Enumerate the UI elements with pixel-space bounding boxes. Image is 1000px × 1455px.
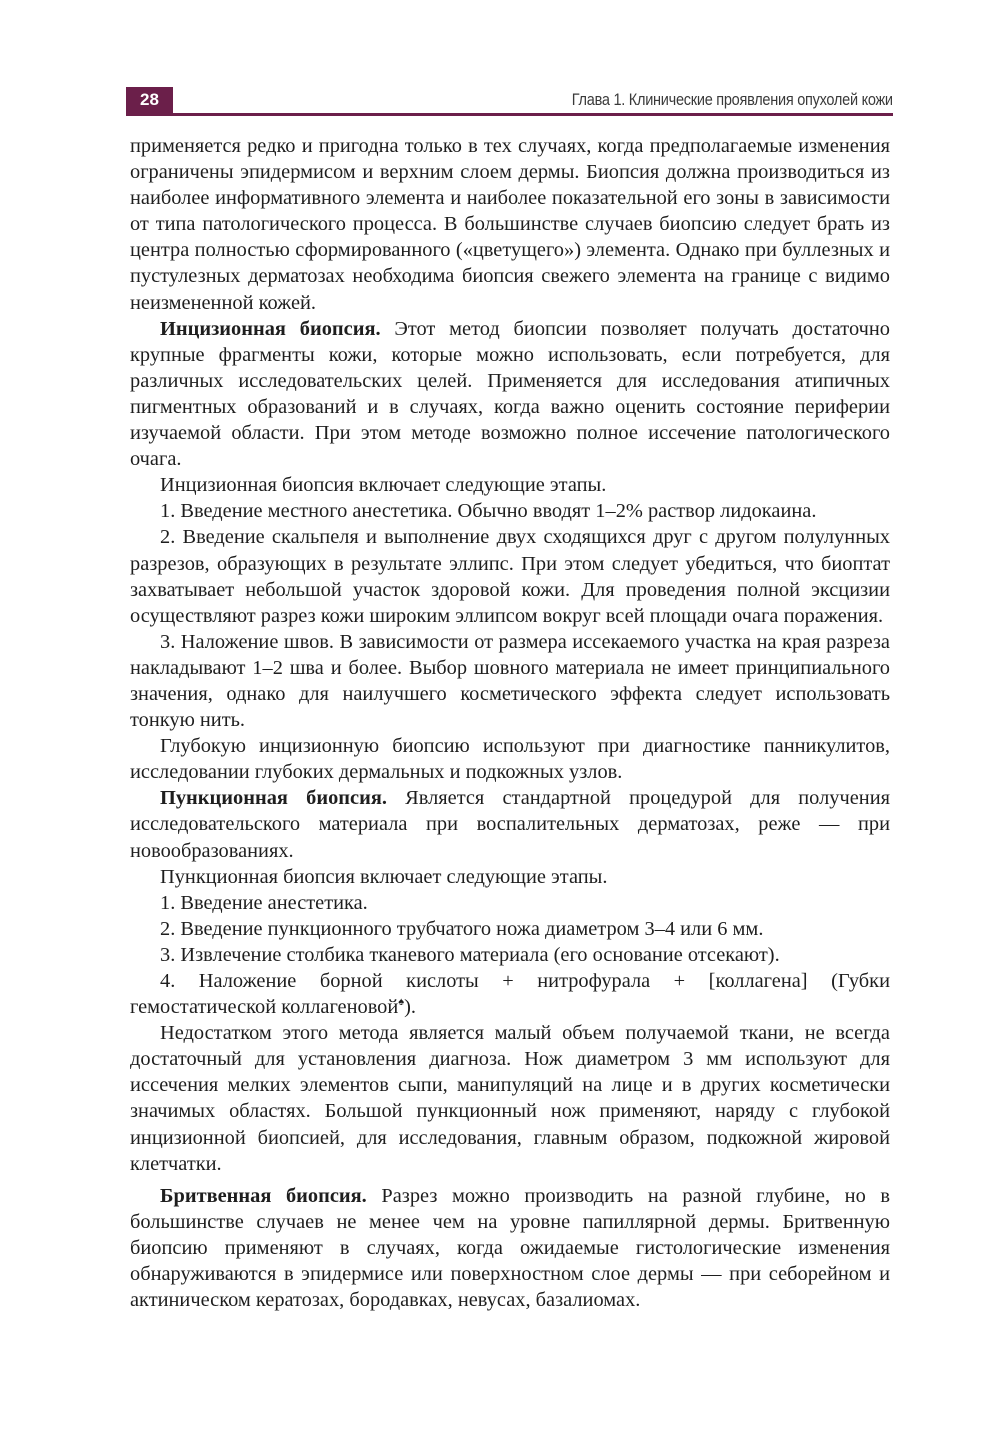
paragraph-text: 4. Наложение борной кислоты + нитрофурала + [коллагена] (Губки гемостатической коллагеновой [130, 970, 890, 1019]
paragraph-punch-biopsy [130, 785, 890, 863]
list-item: 1. Введение анестетика. [160, 891, 368, 914]
paragraph-shave-biopsy [130, 1183, 890, 1313]
paragraph-stages-intro: Пункционная биопсия включает следующие этапы. [160, 865, 608, 888]
paragraph-continuation: применяется редко и пригодна только в тех случаях, когда предполагаемые изменения ограничены эпидермисом и верхним слоем дермы. Биопсия должна производиться из наиболее информативного элемента и наиболее показательной его зоны в зависимости от типа патологического процесса. В большинстве случаев биопсию следует брать из центра полностью сформированного («цветущего») элемента. Однако при буллезных и пустулезных дерматозах необходима биопсия свежего элемента на границе с видимо неизмененной кожей. [130, 135, 890, 314]
paragraph-stages-intro: Инцизионная биопсия включает следующие этапы. [160, 474, 607, 497]
paragraph-drawbacks: Недостатком этого метода является малый объем получаемой ткани, не всегда достаточный для установления диагноза. Нож диаметром 3 мм используют для иссечения мелких элементов сыпи, манипуляций на лице и в других косметически значимых областях. Большой пункционный нож применяют, наряду с глубокой инцизионной биопсией, для исследования, главным образом, подкожной жировой клетчатки. [130, 1022, 890, 1175]
paragraph-incisional-biopsy [130, 316, 890, 473]
paragraph-text: Этот метод биопсии позволяет получать достаточно крупные фрагменты кожи, которые можно использовать, если потребуется, для различных исследовательских целей. Применяется для исследования атипичных пигментных образований и в случаях, когда важно оценить состояние периферии изучаемой области. При этом методе возможно полное иссечение патологического очага. [130, 317, 890, 471]
body-text [130, 133, 890, 1313]
list-item: 3. Наложение швов. В зависимости от размера иссекаемого участка на края разреза накладывают 1–2 шва и более. Выбор шовного материала не имеет принципиального значения, однако для наилучшего косметического эффекта следует использовать тонкую нить. [130, 630, 890, 732]
list-item: 3. Извлечение столбика тканевого материала (его основание отсекают). [160, 943, 780, 966]
paragraph-text: Является стандартной процедурой для получения исследовательского материала при воспалительных дерматозах, реже — при новообразованиях. [130, 787, 890, 862]
list-item: 2. Введение скальпеля и выполнение двух сходящихся друг с другом полулунных разрезов, образующих в результате эллипс. При этом следует убедиться, что биоптат захватывает небольшой участок здоровой кожи. Для проведения полной эксцизии осуществляют разрез кожи широким эллипсом вокруг всей площади очага поражения. [130, 526, 890, 627]
run-in-heading: Пункционная биопсия. [160, 787, 387, 810]
run-in-heading: Инцизионная биопсия. [160, 317, 381, 340]
run-in-heading: Бритвенная биопсия. [160, 1184, 367, 1207]
drug-mark-icon: ♠ [398, 996, 405, 1009]
paragraph-text-tail: ). [404, 996, 417, 1019]
running-header [126, 87, 893, 116]
chapter-title: Глава 1. Клинические проявления опухолей кожи [572, 91, 893, 109]
list-item [130, 968, 890, 1020]
paragraph-deep-incisional: Глубокую инцизионную биопсию используют при диагностике панникулитов, исследовании глубоких дермальных и подкожных узлов. [130, 735, 890, 784]
paragraph-text: Разрез можно производить на разной глубине, но в большинстве случаев не менее чем на уровне папиллярной дермы. Бритвенную биопсию применяют в случаях, когда ожидаемые гистологические изменения обнаруживаются в эпидермисе или поверхностном слое дермы — при себорейном и актиническом кератозах, бородавках, невусах, базалиомах. [130, 1184, 890, 1312]
list-item: 2. Введение пункционного трубчатого ножа диаметром 3–4 или 6 мм. [160, 917, 764, 940]
page-number: 28 [126, 87, 173, 113]
list-item: 1. Введение местного анестетика. Обычно вводят 1–2% раствор лидокаина. [160, 500, 817, 523]
